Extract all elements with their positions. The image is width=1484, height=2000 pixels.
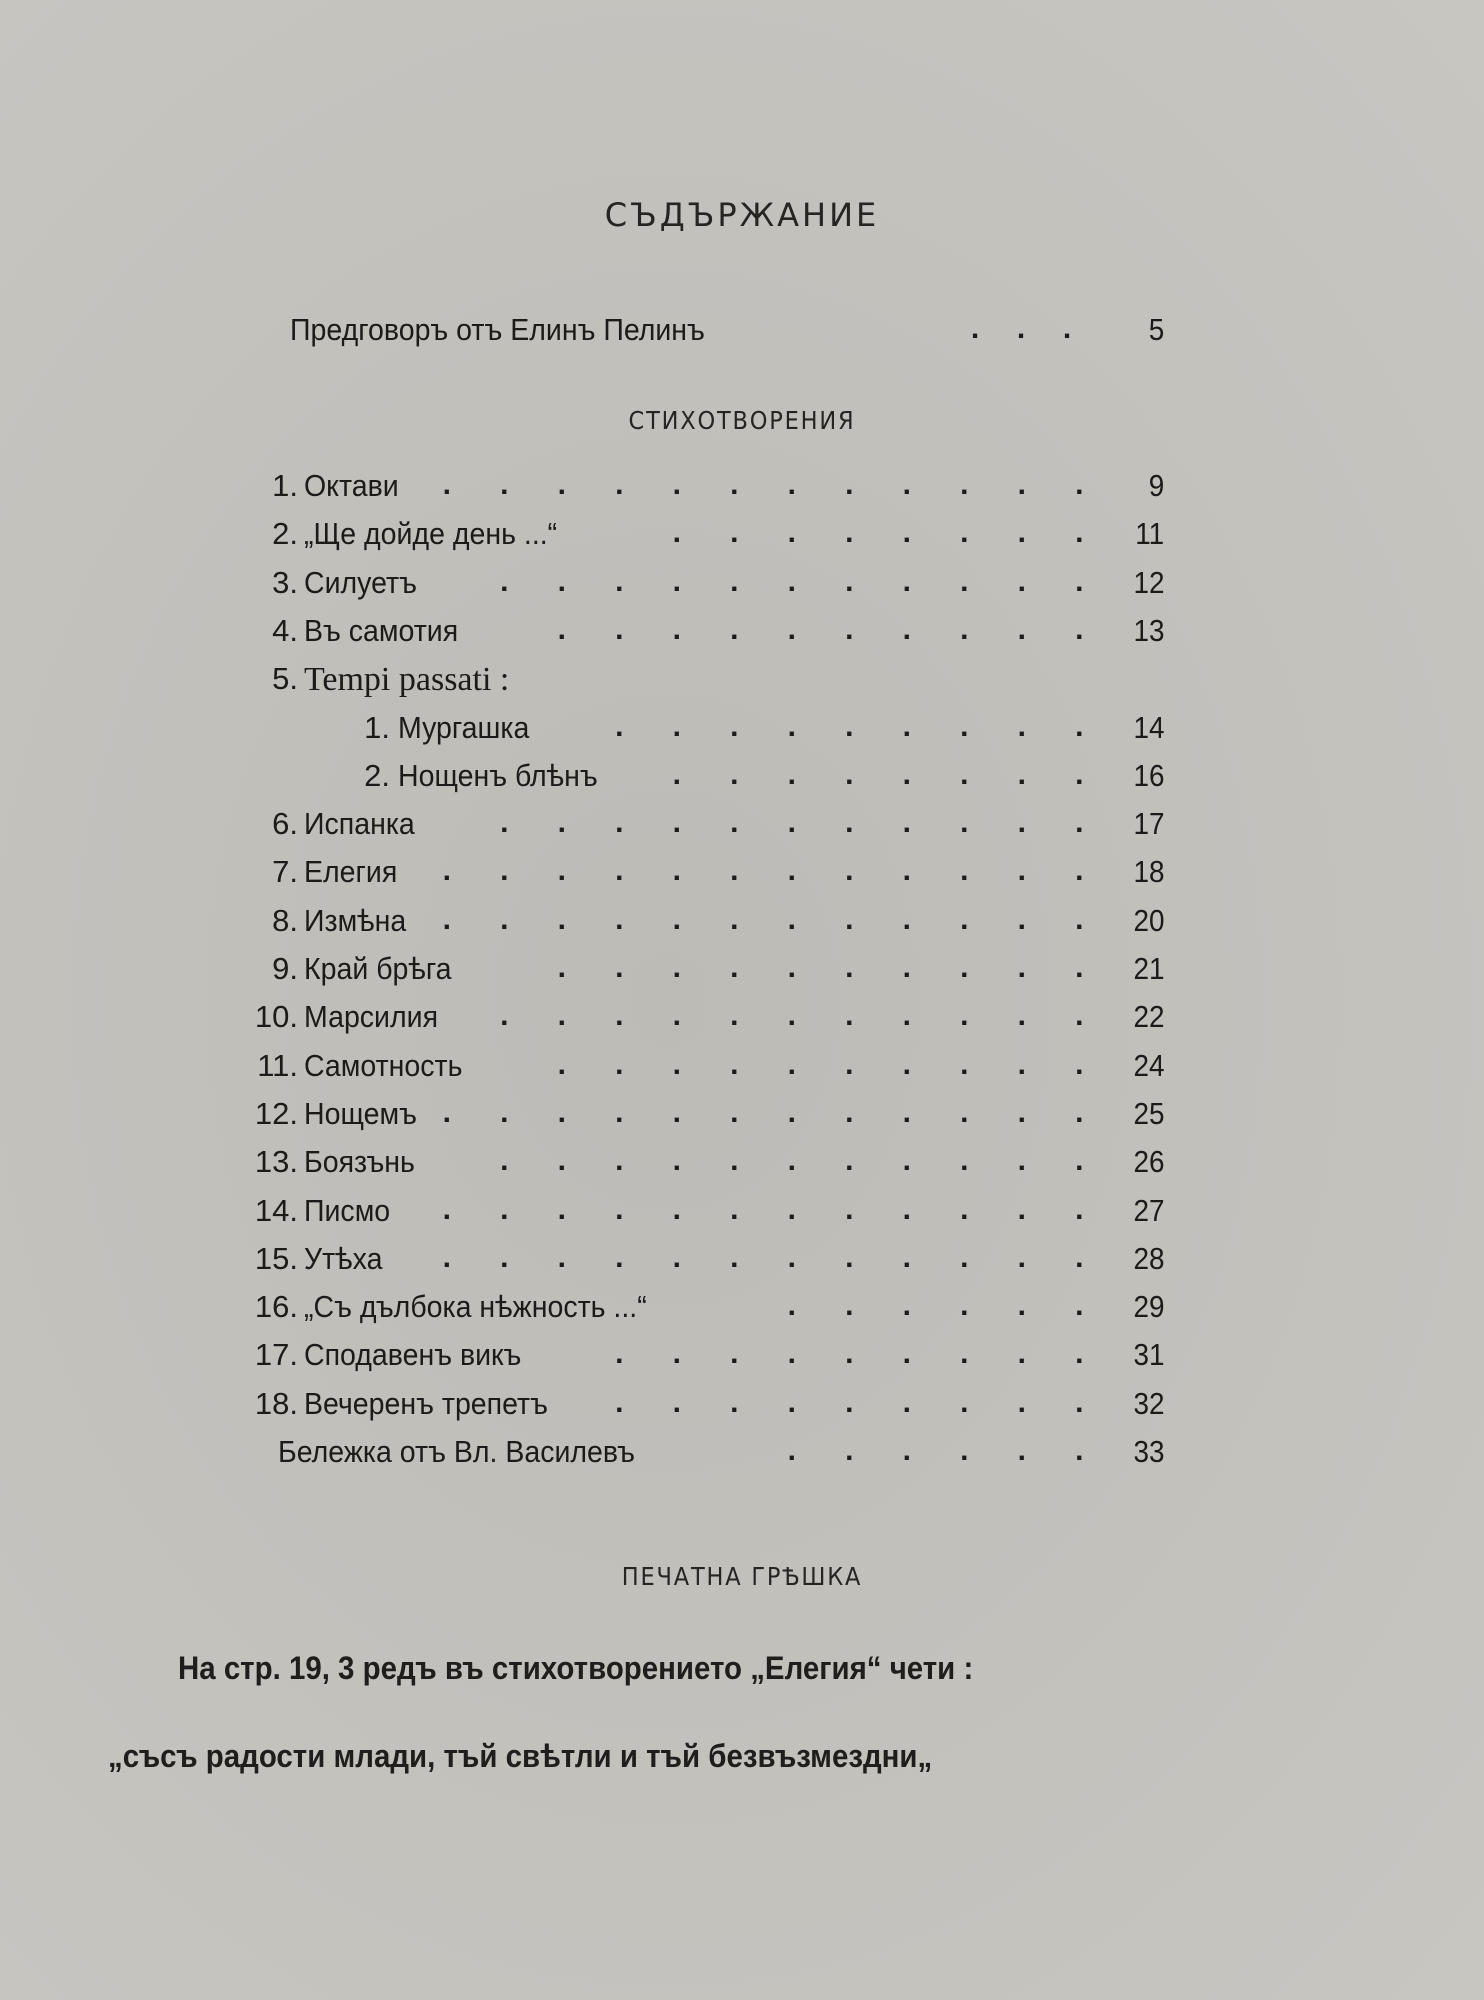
leader-dots: . . . . . . . . .: [615, 1385, 1084, 1419]
entry-page: 17: [1132, 806, 1164, 842]
entry-page: 20: [1132, 902, 1164, 938]
entry-title: Сподавенъ викъ: [304, 1337, 522, 1373]
leader-dots: . . . . . . . . . . . .: [442, 854, 1084, 888]
toc-entry: [0, 613, 1484, 661]
toc-entry: [0, 951, 1484, 999]
leader-dots: . . . . . . . . .: [615, 1337, 1084, 1371]
entry-page: 29: [1132, 1289, 1164, 1325]
entry-title: Утѣха: [304, 1240, 383, 1276]
entry-page: 12: [1132, 564, 1164, 600]
entry-number: 1.: [272, 468, 298, 503]
entry-title: Нощенъ блѣнъ: [398, 757, 598, 793]
toc-entry: [0, 1096, 1484, 1144]
entry-page: 32: [1132, 1385, 1164, 1421]
entry-title: Tempi passati :: [304, 661, 510, 699]
entry-number: 4.: [272, 612, 298, 648]
entry-title: „Ще дойде день ...“: [304, 516, 558, 552]
entry-title: Измѣна: [304, 902, 407, 938]
toc-entry: [0, 758, 1484, 806]
toc-entry: [0, 1193, 1484, 1241]
toc-entry: [0, 1337, 1484, 1385]
entry-page: 9: [1148, 468, 1164, 503]
preface-entry: [0, 312, 1484, 360]
entry-number: 6.: [272, 806, 298, 842]
entry-title: Бележка отъ Вл. Василевъ: [278, 1434, 635, 1469]
entry-title: Боязънь: [304, 1144, 415, 1180]
entry-number: 17.: [254, 1337, 298, 1373]
toc-entry: [0, 1048, 1484, 1096]
entry-page: 11: [1135, 516, 1164, 552]
leader-dots: . . . . . . . . .: [615, 709, 1084, 743]
page-title: СЪДЪРЖАНИЕ: [604, 196, 880, 234]
entry-number: 11.: [257, 1047, 298, 1083]
entry-page: 22: [1132, 999, 1164, 1035]
entry-page: 18: [1132, 854, 1164, 890]
entry-title: Марсилия: [304, 999, 439, 1035]
entry-title: Елегия: [304, 854, 398, 890]
leader-dots: . . . . . . . . . .: [557, 951, 1084, 984]
toc-entry: [0, 1241, 1484, 1289]
entry-page: 33: [1132, 1434, 1164, 1469]
leader-dots: . . . . . .: [787, 1289, 1084, 1323]
toc-entry: [0, 516, 1484, 564]
entry-number: 14.: [254, 1192, 298, 1228]
entry-number: 7.: [272, 854, 298, 890]
entry-number: 9.: [272, 951, 298, 986]
leader-dots: . . . . . . . .: [672, 757, 1084, 791]
entry-page: 13: [1132, 612, 1164, 648]
leader-dots: . . . . . . . . . . .: [500, 806, 1084, 840]
entry-title: Край брѣга: [304, 951, 452, 986]
entry-page: 16: [1132, 757, 1164, 793]
leader-dots: . . . . . . . . . . .: [500, 1144, 1084, 1178]
entry-page: 21: [1132, 951, 1164, 986]
leader-dots: . . . . . . . . . . .: [500, 564, 1084, 598]
leader-dots: . . . . . . . . . . .: [500, 999, 1084, 1033]
entry-number: 1.: [364, 709, 390, 745]
toc-entry: [0, 468, 1484, 516]
entry-title: Нощемъ: [304, 1095, 417, 1131]
entry-number: 2.: [272, 516, 298, 552]
entry-number: 10.: [254, 999, 298, 1035]
leader-dots: . . . . . . . . . . . .: [442, 1192, 1084, 1226]
toc-entry: [0, 806, 1484, 854]
leader-dots: . . . . . . . . . . . .: [442, 468, 1084, 501]
leader-dots: . . . . . . . .: [672, 516, 1084, 550]
toc-entry: [0, 1434, 1484, 1482]
toc-entry: [0, 565, 1484, 613]
leader-dots: . . .: [970, 312, 1072, 345]
entry-title: Вечеренъ трепетъ: [304, 1385, 548, 1421]
toc-entry: [0, 661, 1484, 709]
toc-entry: [0, 854, 1484, 902]
entry-number: 12.: [254, 1095, 298, 1131]
errata-heading: ПЕЧАТНА ГРѢШКА: [621, 1562, 863, 1591]
entry-page: 26: [1132, 1144, 1164, 1180]
entry-title: Октави: [304, 468, 399, 503]
errata-line-1: На стр. 19, 3 редъ въ стихотворението „Елегия“ чети :: [178, 1650, 974, 1686]
entry-number: 8.: [272, 902, 298, 938]
entry-title: Самотность: [304, 1047, 463, 1083]
entry-page: 25: [1132, 1095, 1164, 1131]
entry-number: 2.: [364, 757, 390, 793]
entry-number: 13.: [254, 1144, 298, 1180]
leader-dots: . . . . . . . . . . . .: [442, 902, 1084, 936]
leader-dots: . . . . . . . . . .: [557, 612, 1084, 646]
entry-title: „Съ дълбока нѣжность ...“: [304, 1289, 647, 1325]
entry-title: Писмо: [304, 1192, 391, 1228]
preface-label: Предговоръ отъ Елинъ Пелинъ: [290, 312, 705, 347]
errata-line-2: „съсъ радости млади, тъй свѣтли и тъй безвъзмездни„: [108, 1738, 933, 1774]
entry-page: 28: [1132, 1240, 1164, 1276]
entry-number: 3.: [272, 564, 298, 600]
entry-number: 18.: [254, 1385, 298, 1421]
entry-number: 5.: [272, 661, 298, 697]
leader-dots: . . . . . . . . . .: [557, 1047, 1084, 1081]
entry-page: 24: [1132, 1047, 1164, 1083]
entry-title: Силуетъ: [304, 564, 417, 600]
leader-dots: . . . . . . . . . . . .: [442, 1095, 1084, 1129]
toc-entry: [0, 903, 1484, 951]
entry-number: 16.: [254, 1289, 298, 1325]
leader-dots: . . . . . . . . . . . .: [442, 1240, 1084, 1274]
preface-page: 5: [1148, 312, 1164, 347]
entry-page: 31: [1132, 1337, 1164, 1373]
poems-heading: СТИХОТВОРЕНИЯ: [628, 406, 856, 435]
toc-entry: [0, 999, 1484, 1047]
entry-page: 14: [1132, 709, 1164, 745]
entry-title: Въ самотия: [304, 612, 459, 648]
entry-title: Испанка: [304, 806, 415, 842]
toc-entry: [0, 1144, 1484, 1192]
entry-page: 27: [1132, 1192, 1164, 1228]
toc-entry: [0, 1289, 1484, 1337]
entry-title: Мургашка: [398, 709, 530, 745]
entry-number: 15.: [254, 1240, 298, 1276]
toc-entry: [0, 1386, 1484, 1434]
toc-entry: [0, 710, 1484, 758]
leader-dots: . . . . . .: [787, 1434, 1084, 1467]
